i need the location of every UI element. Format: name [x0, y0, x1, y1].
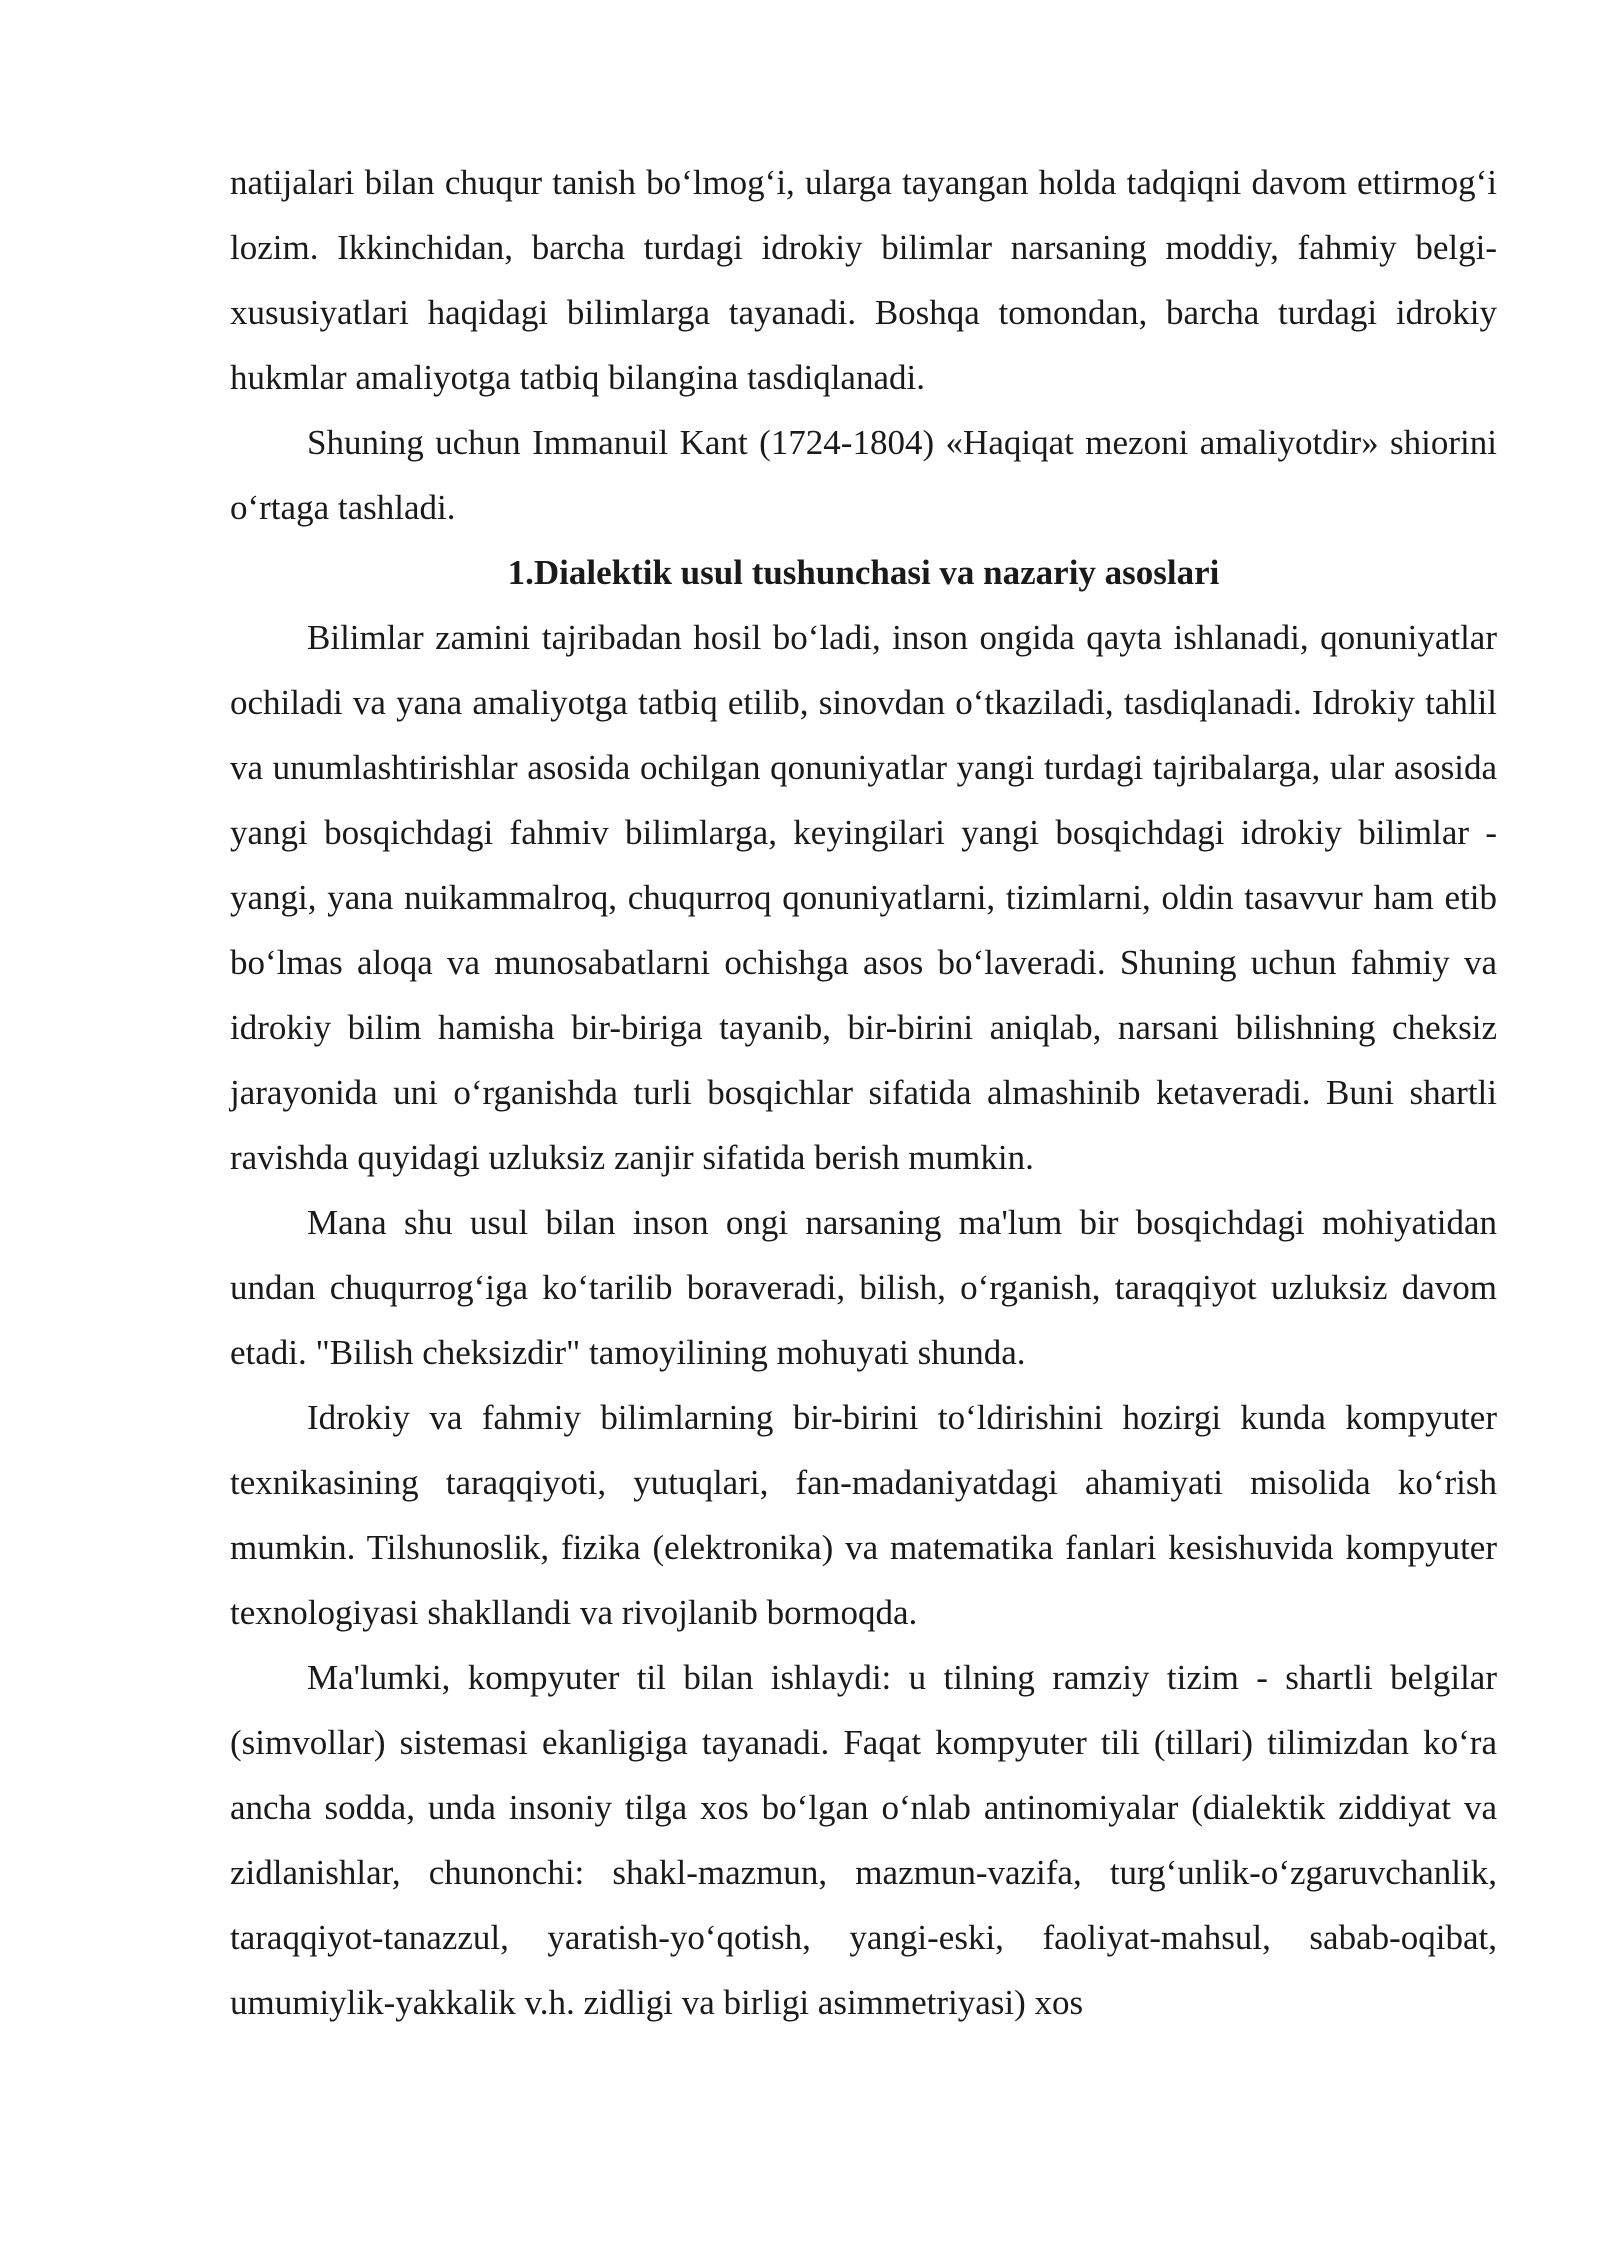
section-heading: 1.Dialektik usul tushunchasi va nazariy asoslari	[507, 553, 1220, 592]
paragraph-knowledge-basis: Bilimlar zamini tajribadan hosil bo‘ladi, inson ongida qayta ishlanadi, qonuniyatlar ochiladi va yana amaliyotga tatbiq etilib, sinovdan o‘tkaziladi, tasdiqlanadi. Idrokiy tahlil va unumlashtirishlar asosida ochilgan qonuniyatlar yangi turdagi tajribalarga, ular asosida yangi bosqichdagi fahmiv bilimlarga, keyingilari yangi bosqichdagi idrokiy bilimlar - yangi, yana nuikammalroq, chuqurroq qonuniyatlarni, tizimlarni, oldin tasavvur ham etib bo‘lmas aloqa va munosabatlarni ochishga asos bo‘laveradi. Shuning uchun fahmiy va idrokiy bilim hamisha bir-biriga tayanib, bir-birini aniqlab, narsani bilishning cheksiz jarayonida uni o‘rganishda turli bosqichlar sifatida almashinib ketaveradi. Buni shartli ravishda quyidagi uzluksiz zanjir sifatida berish mumkin.	[230, 618, 1497, 1177]
document-body	[230, 150, 1497, 2035]
paragraph-kant-quote: Shuning uchun Immanuil Kant (1724-1804) «Haqiqat mezoni amaliyotdir» shiorini o‘rtaga tashladi.	[230, 423, 1497, 527]
paragraph-infinite-cognition: Mana shu usul bilan inson ongi narsaning ma'lum bir bosqichdagi mohiyatidan undan chuqurrog‘iga ko‘tarilib boraveradi, bilish, o‘rganish, taraqqiyot uzluksiz davom etadi. "Bilish cheksizdir" tamoyilining mohuyati shunda.	[230, 1203, 1497, 1372]
paragraph-computer-technology: Idrokiy va fahmiy bilimlarning bir-birini to‘ldirishini hozirgi kunda kompyuter texnikasining taraqqiyoti, yutuqlari, fan-madaniyatdagi ahamiyati misolida ko‘rish mumkin. Tilshunoslik, fizika (elektronika) va matematika fanlari kesishuvida kompyuter texnologiyasi shakllandi va rivojlanib bormoqda.	[230, 1398, 1497, 1632]
paragraph-computer-language: Ma'lumki, kompyuter til bilan ishlaydi: u tilning ramziy tizim - shartli belgilar (simvollar) sistemasi ekanligiga tayanadi. Faqat kompyuter tili (tillari) tilimizdan ko‘ra ancha sodda, unda insoniy tilga xos bo‘lgan o‘nlab antinomiyalar (dialektik ziddiyat va zidlanishlar, chunonchi: shakl-mazmun, mazmun-vazifa, turg‘unlik-o‘zgaruvchanlik, taraqqiyot-tanazzul, yaratish-yo‘qotish, yangi-eski, faoliyat-mahsul, sabab-oqibat, umumiylik-yakkalik v.h. zidligi va birligi asimmetriyasi) xos	[230, 1658, 1497, 2022]
paragraph-continued: natijalari bilan chuqur tanish bo‘lmog‘i, ularga tayangan holda tadqiqni davom ettirmog‘i lozim. Ikkinchidan, barcha turdagi idrokiy bilimlar narsaning moddiy, fahmiy belgi-xususiyatlari haqidagi bilimlarga tayanadi. Boshqa tomondan, barcha turdagi idrokiy hukmlar amaliyotga tatbiq bilangina tasdiqlanadi.	[230, 163, 1497, 397]
